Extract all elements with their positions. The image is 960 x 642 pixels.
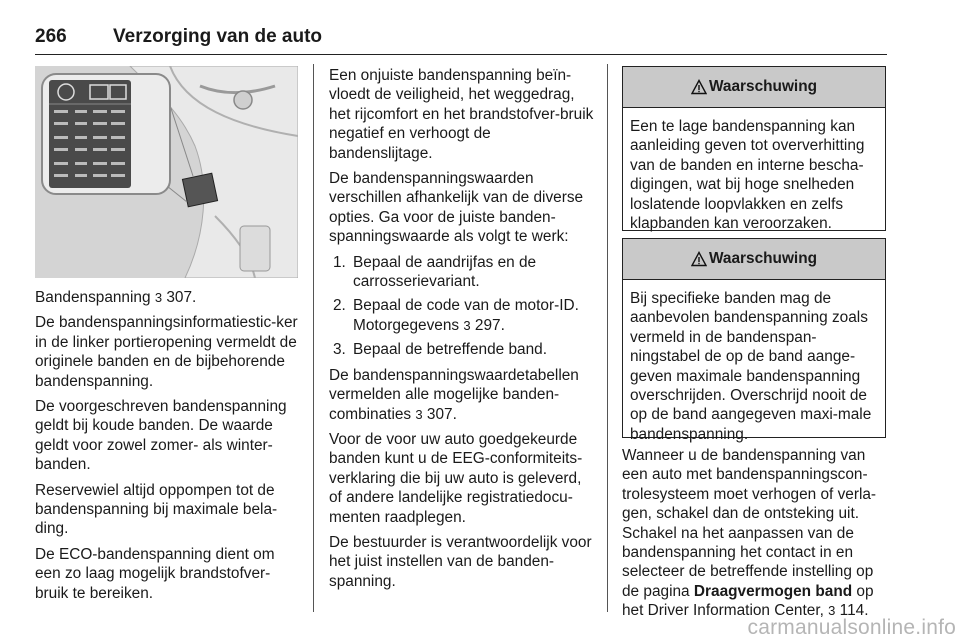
cross-reference-icon: 3 — [154, 290, 163, 305]
paragraph — [622, 446, 890, 621]
page-header — [35, 24, 887, 55]
warning-title: Waarschuwing — [708, 250, 818, 267]
cross-reference-icon: 3 — [415, 406, 423, 422]
warning-header — [623, 67, 885, 108]
warning-triangle-icon — [691, 79, 707, 95]
column-right — [622, 446, 890, 627]
column-middle — [329, 66, 594, 597]
warning-box — [622, 238, 886, 443]
step-number: 3. — [333, 341, 346, 359]
paragraph: Reservewiel altijd oppompen tot de bandenspanning bij maximale bela-ding. — [35, 481, 278, 538]
warning-text: Een te lage bandenspanning kan aanleiding geven tot oververhitting van de banden en interne bescha-digingen, wat bij hoge snelheden loslatende loopvlakken en zelfs klapbanden kan veroorzaken. — [630, 118, 865, 233]
paragraph: Voor de voor uw auto goedgekeurde banden kunt u de EEG-conformiteits-verklaring die bij uw auto is geleverd, of andere landelijke registratiedocu-menten raadplegen. — [329, 430, 583, 526]
paragraph-text: De bandenspanningswaardetabellen vermelden alle mogelijke banden-combinaties — [329, 366, 579, 423]
warning-text: Bij specifieke banden mag de aanbevolen bandenspanning zoals vermeld in de bandenspan-ningstabel de op de band aange-geven maximale bandenspanning overschrijden. Overschrijd nooit de op de band aangegeven maxi-male bandenspanning. — [630, 290, 872, 443]
paragraph-text: op het Driver Information Center, — [622, 582, 874, 620]
column-divider — [607, 64, 608, 612]
warning-title: Waarschuwing — [708, 78, 818, 95]
paragraph: De ECO-bandenspanning dient om een zo laag mogelijk brandstofver-bruik te bereiken. — [35, 545, 275, 602]
page-reference[interactable]: 297. — [474, 316, 505, 334]
warning-triangle-icon — [691, 251, 707, 267]
step-number: 2. — [333, 297, 346, 315]
warning-header — [623, 239, 885, 280]
paragraph-text: Wanneer u de bandenspanning van een auto met bandenspanningscon-trolesysteem moet verhogen of verla-gen, schakel dan de ontsteking uit. Schakel na het aanpassen van de bandenspanning het contact in en selecteer de betreffende instelling op de pagina — [622, 447, 877, 600]
page-title: Verzorging van de auto — [113, 26, 323, 47]
list-item — [329, 296, 594, 335]
step-text: Bepaal de aandrijfas en de carrosserievariant. — [353, 253, 537, 291]
column-left — [35, 288, 300, 609]
step-text: Bepaal de code van de motor-ID. Motorgegevens — [353, 297, 579, 334]
paragraph-text: Bandenspanning — [35, 289, 151, 306]
list-item — [329, 340, 594, 359]
watermark: carmanualsonline.info — [747, 616, 956, 639]
paragraph: De voorgeschreven bandenspanning geldt bij koude banden. De waarde geldt voor zowel zomer- als winter-banden. — [35, 398, 287, 474]
menu-item-reference: Draagvermogen band — [693, 582, 853, 600]
paragraph — [35, 288, 300, 307]
paragraph — [329, 366, 594, 424]
warning-box — [622, 66, 886, 231]
paragraph: De bestuurder is verantwoordelijk voor het juist instellen van de banden-spanning. — [329, 533, 592, 590]
cross-reference-icon: 3 — [463, 317, 471, 333]
step-text: Bepaal de betreffende band. — [353, 341, 547, 359]
page-reference[interactable]: 307. — [426, 405, 457, 423]
cross-reference-icon: 3 — [828, 603, 836, 619]
page-reference[interactable]: 114. — [839, 602, 869, 620]
page-number: 266 — [35, 26, 67, 47]
list-item — [329, 253, 594, 292]
paragraph: De bandenspanningswaarden verschillen afhankelijk van de diverse opties. Ga voor de juiste banden-spanningswaarde als volgt te werk: — [329, 170, 584, 246]
step-number: 1. — [333, 253, 346, 271]
column-divider — [313, 64, 314, 612]
tire-pressure-label-figure — [35, 66, 298, 278]
paragraph: De bandenspanningsinformatiestic-ker in de linker portieropening vermeldt de originele banden en de bijbehorende bandenspanning. — [35, 314, 298, 390]
door-pillar-illustration — [35, 66, 298, 278]
steps-list — [329, 253, 594, 360]
page-reference[interactable]: 307. — [166, 289, 197, 306]
paragraph: Een onjuiste bandenspanning beïn-vloedt de veiligheid, het weggedrag, het rijcomfort en het brandstofver-bruik negatief en verhoogt de bandenslijtage. — [329, 67, 594, 162]
